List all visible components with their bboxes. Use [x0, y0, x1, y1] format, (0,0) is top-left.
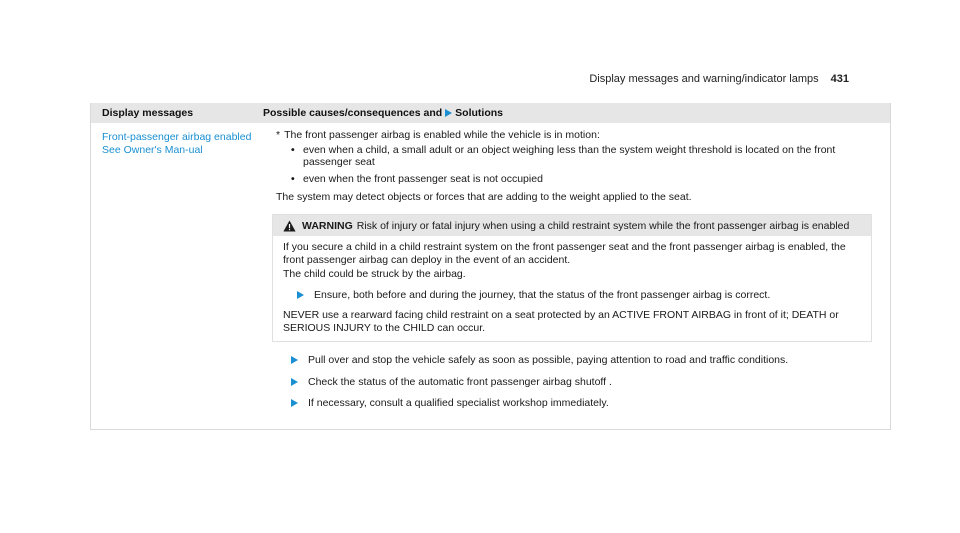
cause-bullet-list — [291, 144, 882, 186]
arrow-right-icon — [291, 378, 298, 386]
solutions-list — [291, 354, 882, 410]
header-display-messages: Display messages — [102, 107, 194, 119]
warning-box — [272, 214, 872, 343]
header-causes: Possible causes/consequences and — [263, 107, 443, 119]
solution-text: Check the status of the automatic front passenger airbag shutoff . — [308, 375, 612, 388]
warning-title: Risk of injury or fatal injury when using a child restraint system while the front passenger airbag is enabled — [356, 219, 850, 232]
warning-header — [273, 215, 871, 237]
arrow-right-icon — [445, 109, 452, 117]
system-note: The system may detect objects or forces that are adding to the weight applied to the seat. — [276, 191, 692, 203]
table-row — [91, 123, 890, 429]
solution-text: Pull over and stop the vehicle safely as soon as possible, paying attention to road and traffic conditions. — [308, 354, 789, 366]
display-messages-table — [90, 103, 891, 430]
arrow-right-icon — [297, 291, 304, 299]
display-message-text: Front-passenger airbag enabled See Owner's Man-ual — [102, 131, 252, 156]
list-item — [291, 376, 882, 389]
list-item: • even when a child, a small adult or an object weighing less than the system weight threshold is located on the front passenger seat — [291, 144, 882, 169]
list-item — [291, 397, 882, 410]
cause-marker: * — [276, 129, 281, 141]
warning-paragraph: NEVER use a rearward facing child restraint on a seat protected by an ACTIVE FRONT AIRBAG in front of it; DEATH or SERIOUS INJURY to the CHILD can occur. — [283, 309, 839, 334]
header-causes-solutions — [263, 107, 890, 119]
page-number: 431 — [830, 73, 849, 85]
warning-heading — [302, 220, 849, 233]
solution-text: If necessary, consult a qualified specialist workshop immediately. — [308, 397, 609, 409]
header-solutions: Solutions — [455, 107, 504, 119]
warning-label: WARNING — [302, 219, 353, 232]
cause-intro-text: The front passenger airbag is enabled while the vehicle is in motion: — [284, 129, 600, 141]
running-head — [589, 73, 849, 85]
warning-paragraph: If you secure a child in a child restraint system on the front passenger seat and the front passenger airbag is enabled, the front passenger airbag can deploy in the event of an accident. — [283, 241, 846, 266]
warning-step-text: Ensure, both before and during the journey, that the status of the front passenger airbag is correct. — [314, 288, 771, 301]
table-header — [91, 103, 890, 123]
warning-paragraph: The child could be struck by the airbag. — [283, 268, 466, 280]
list-item: • even when the front passenger seat is not occupied — [291, 173, 882, 186]
warning-step — [297, 289, 861, 302]
cause-intro — [276, 129, 882, 142]
warning-body — [273, 236, 871, 341]
warning-triangle-icon — [283, 220, 296, 232]
arrow-right-icon — [291, 399, 298, 407]
arrow-right-icon — [291, 356, 298, 364]
running-head-title: Display messages and warning/indicator lamps — [589, 73, 819, 85]
causes-solutions-cell — [263, 123, 890, 429]
list-item — [291, 354, 882, 367]
